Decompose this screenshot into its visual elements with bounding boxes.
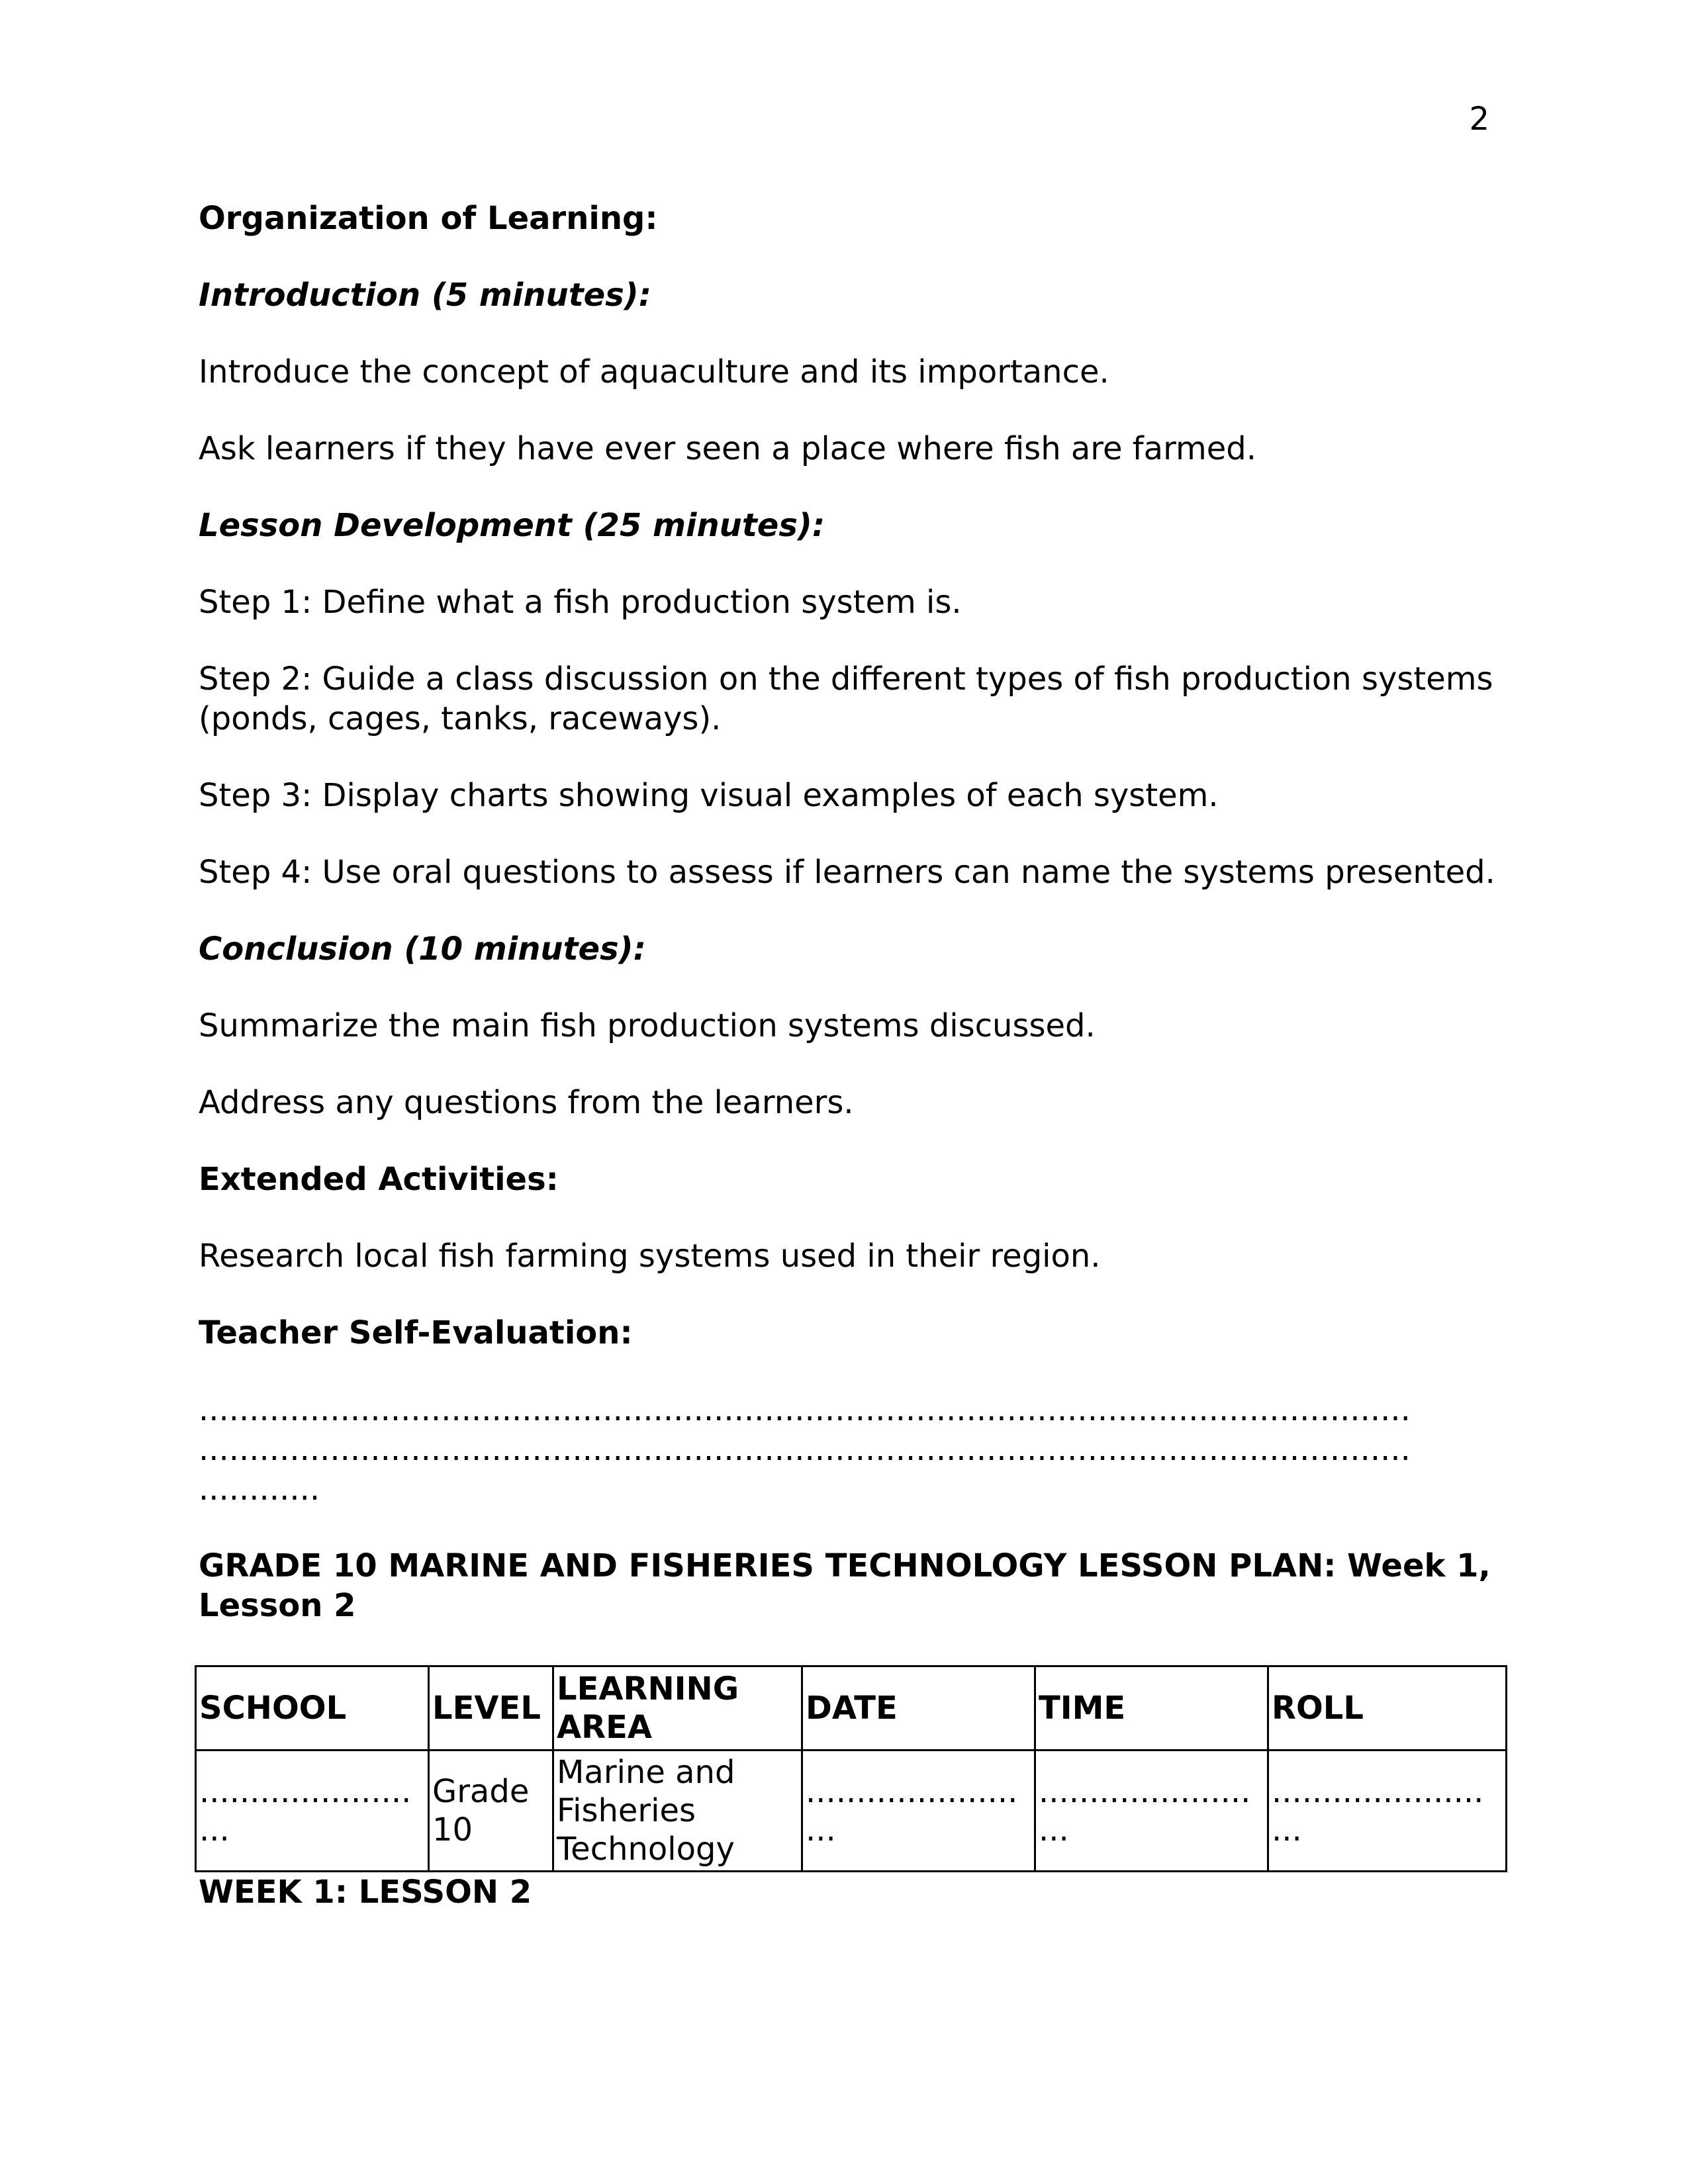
lesson-development-heading: Lesson Development (25 minutes): [199, 507, 825, 544]
document-body [199, 199, 1509, 1912]
week-lesson-label: WEEK 1: LESSON 2 [199, 1874, 532, 1911]
dotted-line: ........................................................................................................................ [199, 1391, 1411, 1428]
self-evaluation-dotted-lines [199, 1390, 1509, 1509]
conclusion-item: Address any questions from the learners. [199, 1084, 854, 1121]
lesson-step: Step 3: Display charts showing visual examples of each system. [199, 777, 1219, 814]
conclusion-heading: Conclusion (10 minutes): [199, 931, 646, 968]
cell-time: ..................... ... [1035, 1751, 1268, 1872]
header-roll: ROLL [1268, 1666, 1507, 1751]
header-date: DATE [802, 1666, 1035, 1751]
dotted-line: ............ [199, 1471, 320, 1508]
page-number: 2 [1469, 101, 1489, 138]
cell-school: ..................... ... [196, 1751, 429, 1872]
header-level: LEVEL [429, 1666, 553, 1751]
lesson-step: Step 2: Guide a class discussion on the different types of fish production systems (ponds, cages, tanks, raceways). [199, 660, 1493, 737]
lesson-step: Step 4: Use oral questions to assess if learners can name the systems presented. [199, 854, 1495, 891]
cell-level: Grade 10 [429, 1751, 553, 1872]
cell-date: ..................... ... [802, 1751, 1035, 1872]
lesson-plan-title: GRADE 10 MARINE AND FISHERIES TECHNOLOGY LESSON PLAN: Week 1, Lesson 2 [199, 1547, 1491, 1624]
introduction-heading: Introduction (5 minutes): [199, 277, 651, 314]
header-learning-area: LEARNING AREA [553, 1666, 802, 1751]
table-header-row [196, 1666, 1507, 1751]
lesson-info-table [195, 1665, 1507, 1872]
header-school: SCHOOL [196, 1666, 429, 1751]
extended-activities-heading: Extended Activities: [199, 1161, 559, 1198]
header-time: TIME [1035, 1666, 1268, 1751]
table-row [196, 1751, 1507, 1872]
cell-learning-area: Marine and Fisheries Technology [553, 1751, 802, 1872]
cell-roll: ..................... ... [1268, 1751, 1507, 1872]
organization-heading: Organization of Learning: [199, 200, 658, 237]
conclusion-item: Summarize the main fish production systems discussed. [199, 1007, 1096, 1044]
lesson-step: Step 1: Define what a fish production system is. [199, 584, 962, 621]
introduction-item: Introduce the concept of aquaculture and its importance. [199, 353, 1109, 390]
introduction-item: Ask learners if they have ever seen a place where fish are farmed. [199, 430, 1256, 467]
teacher-self-evaluation-heading: Teacher Self-Evaluation: [199, 1314, 633, 1351]
dotted-line: ........................................................................................................................ [199, 1431, 1411, 1468]
extended-activity-item: Research local fish farming systems used in their region. [199, 1238, 1101, 1275]
